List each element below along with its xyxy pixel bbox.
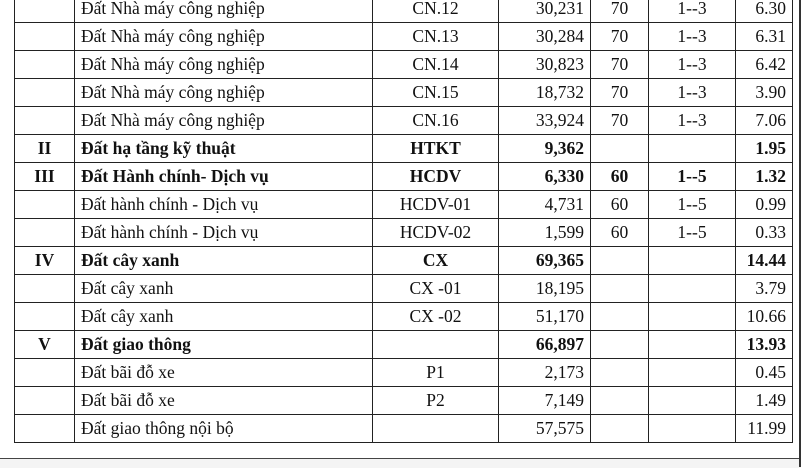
- floors-cell: 1--5: [649, 191, 736, 219]
- land-code-cell: CN.15: [373, 79, 499, 107]
- land-code-cell: CN.16: [373, 107, 499, 135]
- land-name-cell: Đất Nhà máy công nghiệp: [75, 0, 373, 23]
- percent-cell: 1.49: [736, 387, 793, 415]
- row-index-cell: [15, 107, 75, 135]
- land-use-table: [14, 0, 793, 443]
- row-index-cell: [15, 219, 75, 247]
- area-cell: 33,924: [499, 107, 591, 135]
- group-row: [15, 163, 793, 191]
- group-row: [15, 331, 793, 359]
- density-cell: [591, 135, 649, 163]
- percent-cell: 6.42: [736, 51, 793, 79]
- table-row: [15, 191, 793, 219]
- density-cell: 70: [591, 107, 649, 135]
- area-cell: 30,231: [499, 0, 591, 23]
- percent-cell: 0.33: [736, 219, 793, 247]
- area-cell: 30,284: [499, 23, 591, 51]
- land-code-cell: CX -01: [373, 275, 499, 303]
- area-cell: 9,362: [499, 135, 591, 163]
- land-name-cell: Đất cây xanh: [75, 275, 373, 303]
- land-code-cell: P1: [373, 359, 499, 387]
- row-index-cell: V: [15, 331, 75, 359]
- row-index-cell: [15, 79, 75, 107]
- row-index-cell: III: [15, 163, 75, 191]
- percent-cell: 3.90: [736, 79, 793, 107]
- land-code-cell: CN.14: [373, 51, 499, 79]
- land-code-cell: HCDV: [373, 163, 499, 191]
- density-cell: 70: [591, 51, 649, 79]
- floors-cell: 1--3: [649, 23, 736, 51]
- percent-cell: 13.93: [736, 331, 793, 359]
- percent-cell: 14.44: [736, 247, 793, 275]
- row-index-cell: [15, 23, 75, 51]
- table-body: [15, 0, 793, 443]
- land-code-cell: HCDV-02: [373, 219, 499, 247]
- land-name-cell: Đất Nhà máy công nghiệp: [75, 79, 373, 107]
- area-cell: 66,897: [499, 331, 591, 359]
- land-name-cell: Đất bãi đỗ xe: [75, 359, 373, 387]
- floors-cell: 1--3: [649, 51, 736, 79]
- area-cell: 18,195: [499, 275, 591, 303]
- land-name-cell: Đất giao thông nội bộ: [75, 415, 373, 443]
- percent-cell: 1.32: [736, 163, 793, 191]
- row-index-cell: [15, 275, 75, 303]
- floors-cell: 1--3: [649, 79, 736, 107]
- area-cell: 2,173: [499, 359, 591, 387]
- land-name-cell: Đất hành chính - Dịch vụ: [75, 219, 373, 247]
- land-name-cell: Đất Nhà máy công nghiệp: [75, 51, 373, 79]
- floors-cell: [649, 359, 736, 387]
- percent-cell: 6.31: [736, 23, 793, 51]
- percent-cell: 6.30: [736, 0, 793, 23]
- table-row: [15, 219, 793, 247]
- density-cell: [591, 331, 649, 359]
- row-index-cell: [15, 0, 75, 23]
- land-name-cell: Đất hạ tầng kỹ thuật: [75, 135, 373, 163]
- row-index-cell: IV: [15, 247, 75, 275]
- density-cell: 70: [591, 0, 649, 23]
- land-name-cell: Đất Nhà máy công nghiệp: [75, 23, 373, 51]
- area-cell: 18,732: [499, 79, 591, 107]
- table-row: [15, 359, 793, 387]
- land-name-cell: Đất hành chính - Dịch vụ: [75, 191, 373, 219]
- land-name-cell: Đất giao thông: [75, 331, 373, 359]
- land-code-cell: CN.12: [373, 0, 499, 23]
- land-name-cell: Đất Hành chính- Dịch vụ: [75, 163, 373, 191]
- table-row: [15, 107, 793, 135]
- area-cell: 7,149: [499, 387, 591, 415]
- percent-cell: 1.95: [736, 135, 793, 163]
- table-row: [15, 79, 793, 107]
- area-cell: 1,599: [499, 219, 591, 247]
- floors-cell: 1--5: [649, 163, 736, 191]
- percent-cell: 10.66: [736, 303, 793, 331]
- table-row: [15, 303, 793, 331]
- land-name-cell: Đất cây xanh: [75, 303, 373, 331]
- land-code-cell: P2: [373, 387, 499, 415]
- row-index-cell: [15, 51, 75, 79]
- floors-cell: [649, 275, 736, 303]
- area-cell: 69,365: [499, 247, 591, 275]
- land-code-cell: [373, 415, 499, 443]
- density-cell: [591, 275, 649, 303]
- density-cell: [591, 247, 649, 275]
- table-row: [15, 0, 793, 23]
- land-code-cell: [373, 331, 499, 359]
- area-cell: 57,575: [499, 415, 591, 443]
- land-code-cell: HTKT: [373, 135, 499, 163]
- group-row: [15, 135, 793, 163]
- density-cell: [591, 359, 649, 387]
- percent-cell: 0.99: [736, 191, 793, 219]
- floors-cell: [649, 387, 736, 415]
- density-cell: [591, 387, 649, 415]
- percent-cell: 0.45: [736, 359, 793, 387]
- land-name-cell: Đất Nhà máy công nghiệp: [75, 107, 373, 135]
- area-cell: 30,823: [499, 51, 591, 79]
- floors-cell: [649, 303, 736, 331]
- floors-cell: [649, 135, 736, 163]
- density-cell: 70: [591, 23, 649, 51]
- row-index-cell: [15, 387, 75, 415]
- floors-cell: 1--3: [649, 107, 736, 135]
- density-cell: 60: [591, 191, 649, 219]
- row-index-cell: [15, 415, 75, 443]
- land-name-cell: Đất bãi đỗ xe: [75, 387, 373, 415]
- row-index-cell: [15, 303, 75, 331]
- table-row: [15, 275, 793, 303]
- row-index-cell: [15, 191, 75, 219]
- density-cell: 60: [591, 163, 649, 191]
- land-code-cell: CN.13: [373, 23, 499, 51]
- floors-cell: [649, 247, 736, 275]
- area-cell: 4,731: [499, 191, 591, 219]
- group-row: [15, 247, 793, 275]
- floors-cell: [649, 415, 736, 443]
- density-cell: 70: [591, 79, 649, 107]
- row-index-cell: II: [15, 135, 75, 163]
- land-code-cell: HCDV-01: [373, 191, 499, 219]
- land-code-cell: CX -02: [373, 303, 499, 331]
- area-cell: 6,330: [499, 163, 591, 191]
- row-index-cell: [15, 359, 75, 387]
- density-cell: 60: [591, 219, 649, 247]
- floors-cell: [649, 331, 736, 359]
- floors-cell: 1--3: [649, 0, 736, 23]
- table-row: [15, 387, 793, 415]
- density-cell: [591, 415, 649, 443]
- table-row: [15, 415, 793, 443]
- table-row: [15, 51, 793, 79]
- density-cell: [591, 303, 649, 331]
- land-name-cell: Đất cây xanh: [75, 247, 373, 275]
- area-cell: 51,170: [499, 303, 591, 331]
- percent-cell: 11.99: [736, 415, 793, 443]
- percent-cell: 3.79: [736, 275, 793, 303]
- land-code-cell: CX: [373, 247, 499, 275]
- percent-cell: 7.06: [736, 107, 793, 135]
- floors-cell: 1--5: [649, 219, 736, 247]
- table-row: [15, 23, 793, 51]
